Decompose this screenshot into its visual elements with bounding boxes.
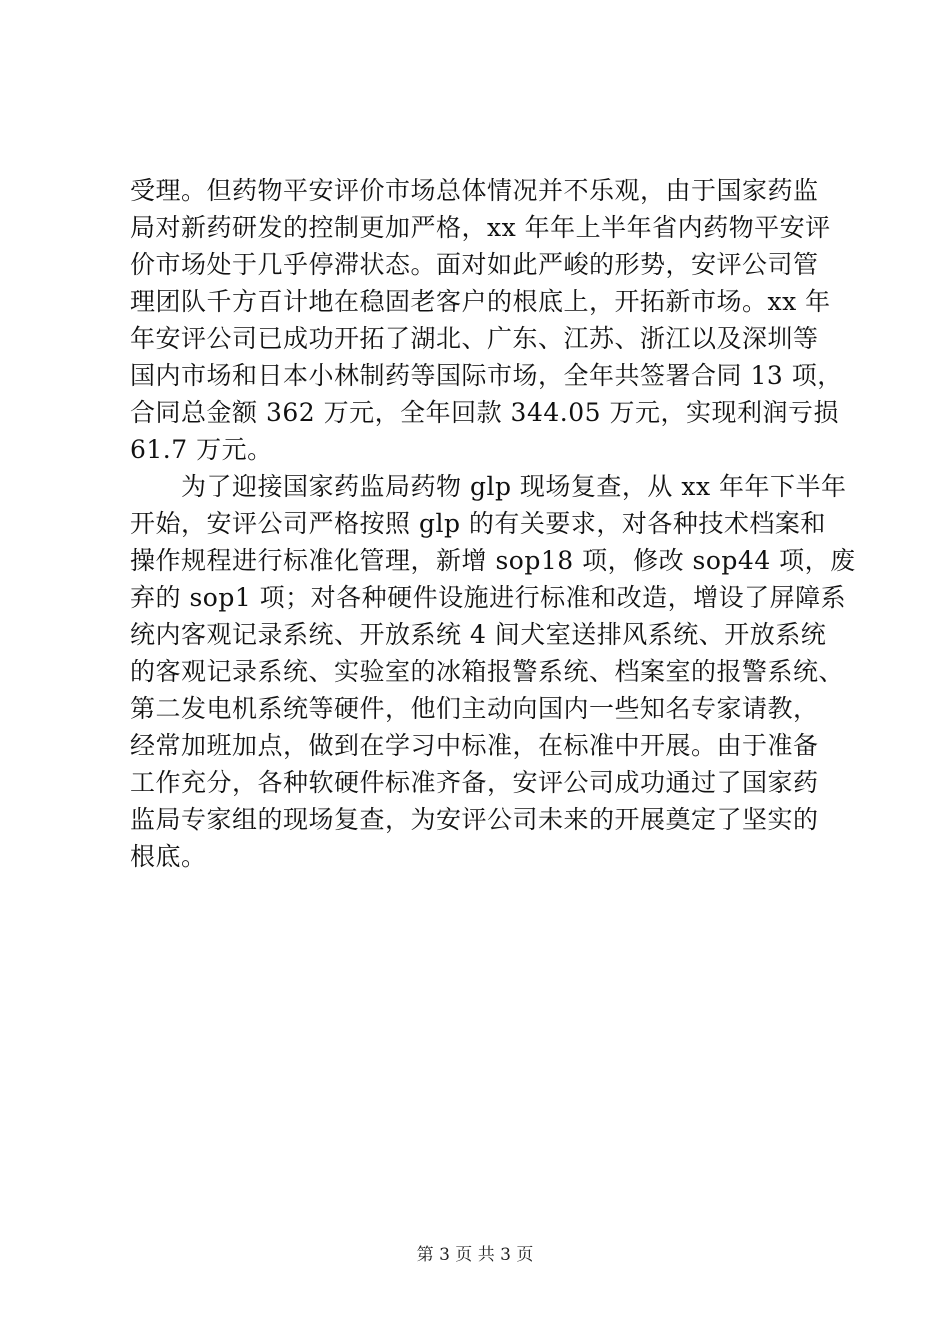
text-line: 操作规程进行标准化管理，新增 sop18 项，修改 sop44 项，废 — [130, 546, 856, 575]
page-footer — [0, 1243, 950, 1267]
text-line: 第二发电机系统等硬件，他们主动向国内一些知名专家请教， — [130, 694, 819, 723]
text-line: 根底。 — [130, 842, 207, 871]
text-line: 的客观记录系统、实验室的冰箱报警系统、档案室的报警系统、 — [130, 657, 845, 686]
text-line: 经常加班加点，做到在学习中标准，在标准中开展。由于准备 — [130, 731, 819, 760]
body-text — [130, 172, 856, 875]
page-number: 第 3 页 共 3 页 — [416, 1245, 534, 1265]
text-line: 统内客观记录系统、开放系统 4 间犬室送排风系统、开放系统 — [130, 620, 827, 649]
text-line: 开始，安评公司严格按照 glp 的有关要求，对各种技术档案和 — [130, 509, 826, 538]
text-line: 工作充分，各种软硬件标准齐备，安评公司成功通过了国家药 — [130, 768, 819, 797]
text-line: 弃的 sop1 项；对各种硬件设施进行标准和改造，增设了屏障系 — [130, 583, 847, 612]
text-line: 监局专家组的现场复查，为安评公司未来的开展奠定了坚实的 — [130, 805, 819, 834]
text-line: 价市场处于几乎停滞状态。面对如此严峻的形势，安评公司管 — [130, 250, 819, 279]
text-line: 国内市场和日本小林制药等国际市场，全年共签署合同 13 项， — [130, 361, 843, 390]
text-line: 61.7 万元。 — [130, 435, 273, 464]
text-line: 为了迎接国家药监局药物 glp 现场复查，从 xx 年年下半年 — [130, 472, 847, 501]
text-line: 受理。但药物平安评价市场总体情况并不乐观，由于国家药监 — [130, 176, 819, 205]
text-line: 合同总金额 362 万元，全年回款 344.05 万元，实现利润亏损 — [130, 398, 839, 427]
text-line: 局对新药研发的控制更加严格，xx 年年上半年省内药物平安评 — [130, 213, 831, 242]
text-line: 年安评公司已成功开拓了湖北、广东、江苏、浙江以及深圳等 — [130, 324, 819, 353]
text-line: 理团队千方百计地在稳固老客户的根底上，开拓新市场。xx 年 — [130, 287, 831, 316]
